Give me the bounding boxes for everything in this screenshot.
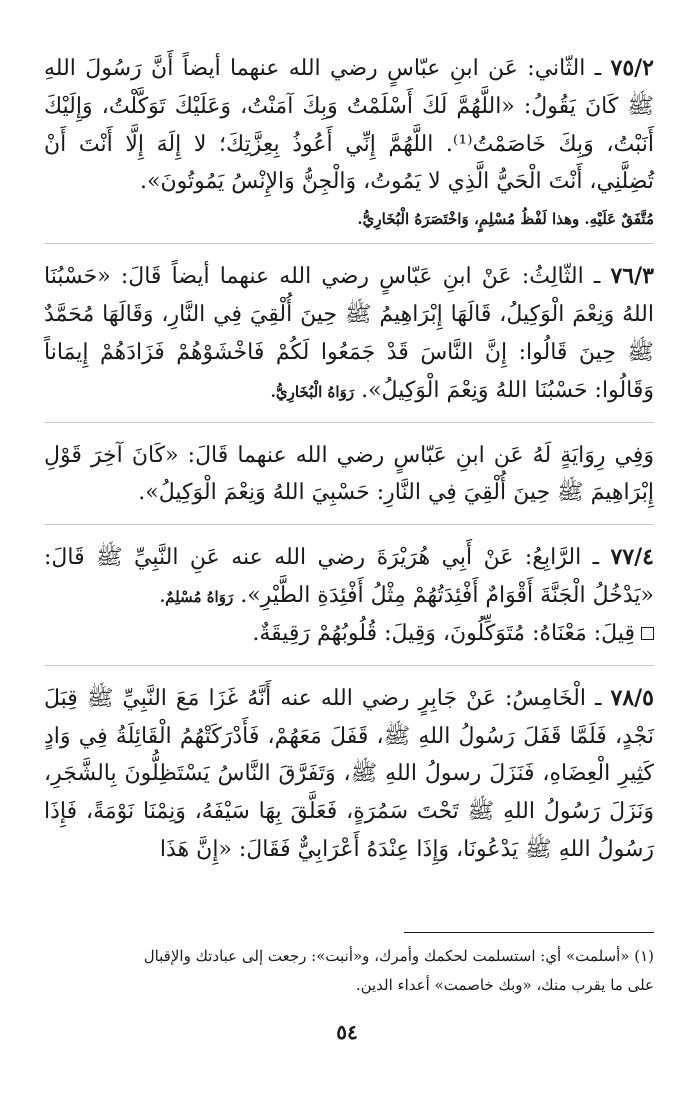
hadith-77 [44, 539, 654, 615]
hadith-text: ـ الْخَامِسُ: عَنْ جَابِرٍ رضي الله عنه أَنَّهُ غَزَا مَعَ النَّبِيِّ ﷺ قِبَلَ نَجْدٍ، فَلَمَّا قَفَلَ رَسُولُ اللهِ ﷺ، قَفَلَ مَعَهُمْ، فَأَدْرَكَتْهُمُ الْقَائِلَةُ فِي وَادٍ كَثِيرِ الْعِضَاهِ، فَنَزَلَ رسولُ اللهِ ﷺ، وَتَفَرَّقَ النَّاسُ يَسْتَظِلُّونَ بِالشَّجَرِ، وَنَزَلَ رَسُولُ اللهِ ﷺ تَحْتَ سَمُرَةٍ، فَعَلَّقَ بِهَا سَيْفَهُ، وَنِمْنَا نَوْمَةً، فَإِذَا رَسُولُ اللهِ ﷺ يَدْعُونَا، وَإِذَا عِنْدَهُ أَعْرَابِيٌّ فَقَالَ: «إِنَّ هَذَا [44, 685, 654, 863]
hadith-76-riwaya [44, 437, 654, 513]
hadith-number: ٧٧/٤ [610, 544, 654, 571]
page-body [44, 50, 654, 869]
hadith-source: رَوَاهُ مُسْلِمٌ. [159, 588, 234, 607]
section-divider [44, 524, 654, 525]
hadith-source: مُتَّفَقٌ عَلَيْهِ. وهذا لَفْظُ مُسْلِمٍ، وَاخْتَصَرَهُ الْبُخَارِيُّ. [357, 210, 654, 229]
hadith-number: ٧٦/٣ [610, 263, 654, 290]
hadith-78 [44, 680, 654, 869]
footnotes [44, 942, 654, 999]
hadith-76 [44, 258, 654, 409]
hadith-77-note [44, 615, 654, 653]
footnote-rule [404, 932, 654, 933]
hadith-75 [44, 50, 654, 201]
riwaya-text: وَفِي رِوَايَةٍ لَهُ عَن ابنِ عَبّاسٍ رضي الله عنهما قَالَ: «كَانَ آخِرَ قَوْلِ إِبْرَاهِيمَ ﷺ حِينَ أُلْقِيَ فِي النَّارِ: حَسْبِيَ اللهُ وَنِعْمَ الْوَكِيلُ». [44, 442, 654, 506]
section-divider [44, 243, 654, 244]
hadith-number: ٧٨/٥ [610, 684, 654, 711]
square-bullet-icon [641, 627, 654, 640]
hadith-text: ـ الثّاني: عَن ابنِ عبّاسٍ رضي الله عنهما أيضاً أَنَّ رَسُولَ اللهِ ﷺ كَانَ يَقُولُ: «اللَّهُمَّ لَكَ أَسْلَمْتُ وَبِكَ آمَنْتُ، وَعَلَيْكَ تَوَكَّلْتُ، وَإِلَيْكَ أَنَبْتُ، وَبِكَ خَاصَمْتُ⁽¹⁾. اللَّهُمَّ إِنِّي أَعُوذُ بِعِزَّتِكَ؛ لا إِلَهَ إِلَّا أَنْتَ أَنْ تُضِلَّنِي، أَنْتَ الْحَيُّ الَّذِي لا يَمُوتُ، وَالْجِنُّ وَالإِنْسُ يَمُوتُونَ». [44, 56, 654, 195]
hadith-text: ـ الرَّابِعُ: عَنْ أَبِي هُرَيْرَةَ رضي الله عنه عَنِ النَّبِيِّ ﷺ قَالَ: «يَدْخُلُ الْجَنَّةَ أَقْوَامٌ أَفْئِدَتُهُمْ مِثْلُ أَفْئِدَةِ الطَّيْرِ». [44, 545, 654, 609]
section-divider [44, 422, 654, 423]
footnote-line-2: على ما يقرب منك، «وبك خاصمت» أعداء الدين. [355, 975, 654, 994]
page-number: ٥٤ [336, 1020, 358, 1044]
note-text: قِيلَ: مَعْنَاهُ: مُتَوَكِّلُونَ، وَقِيلَ: قُلُوبُهُمْ رَقِيقَةٌ. [252, 620, 635, 646]
hadith-text: ـ الثّالِثُ: عَنْ ابنِ عَبّاسٍ رضي الله عنهما أيضاً قَالَ: «حَسْبُنَا اللهُ وَنِعْمَ الْوَكِيلُ، قَالَهَا إِبْرَاهِيمُ ﷺ حِينَ أُلْقِيَ فِي النَّارِ، وَقَالَهَا مُحَمَّدٌ ﷺ حِينَ قَالُوا: إِنَّ النَّاسَ قَدْ جَمَعُوا لَكُمْ فَاخْشَوْهُمْ فَزَادَهُمْ إِيمَاناً وَقَالُوا: حَسْبُنَا اللهُ وَنِعْمَ الْوَكِيلُ». [44, 264, 654, 403]
hadith-source: رَوَاهُ الْبُخَارِيُّ. [270, 382, 355, 401]
hadith-number: ٧٥/٢ [610, 55, 654, 81]
section-divider [44, 665, 654, 666]
footnote-line-1: (١) «أسلمت» أي: استسلمت لحكمك وأمرك، و«أنبت»: رجعت إلى عبادتك والإقبال [143, 947, 654, 965]
